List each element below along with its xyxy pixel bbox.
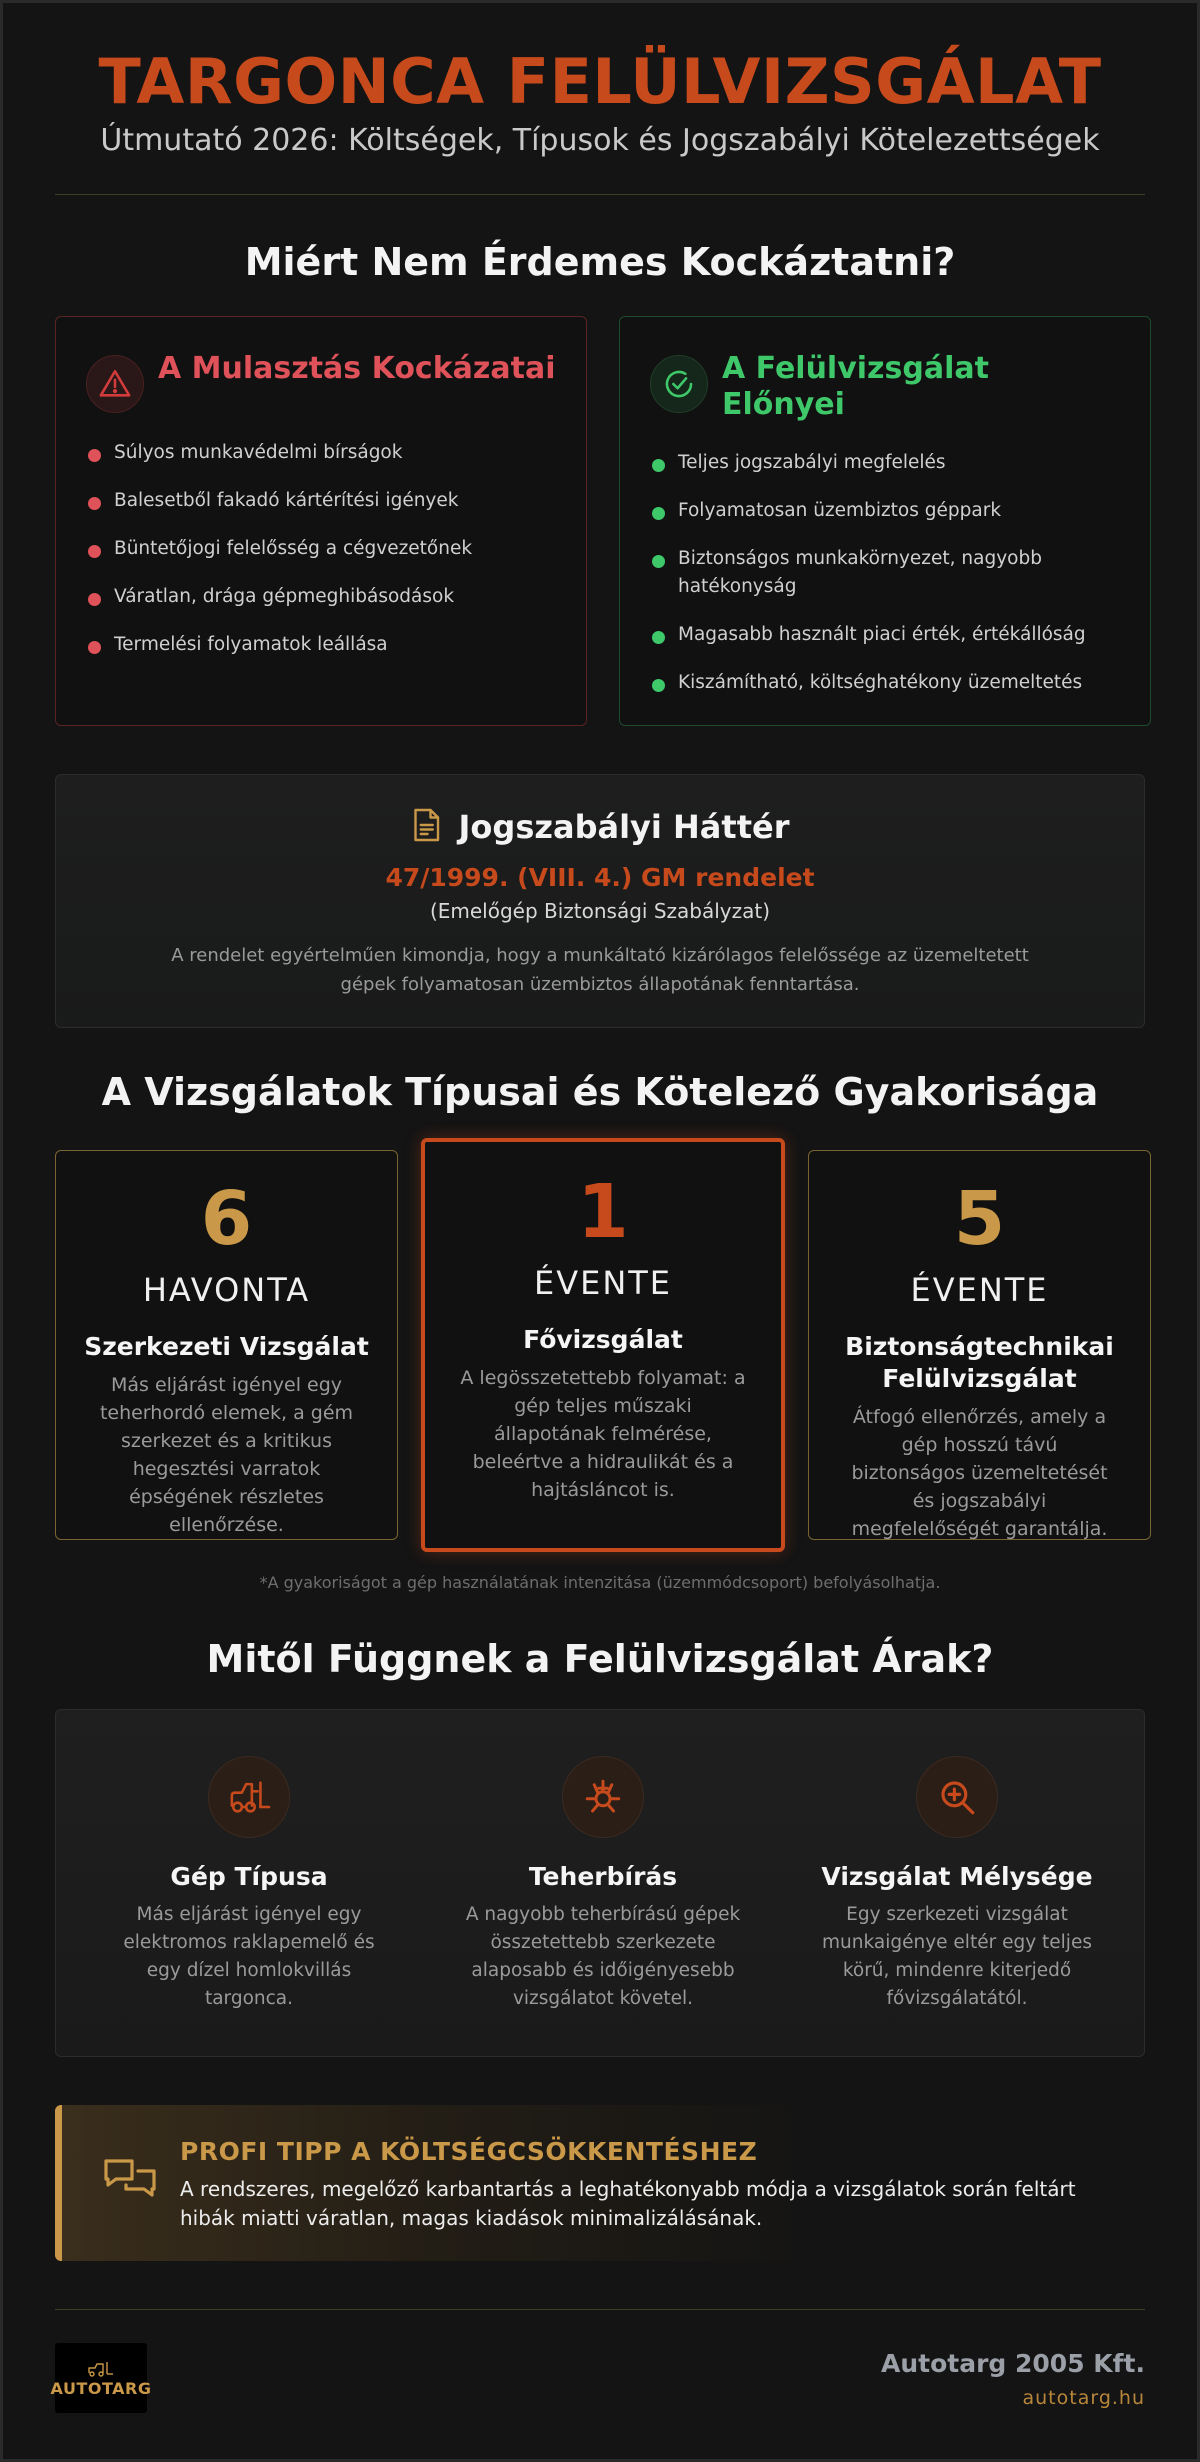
company-website-link[interactable]: autotarg.hu [1022, 2387, 1145, 2409]
forklift-icon [208, 1756, 290, 1838]
risks-list [86, 439, 556, 659]
benefits-title: A Felülvizsgálat Előnyei [722, 351, 989, 422]
factor-description: Más eljárást igényel egy elektromos raklapemelő és egy dízel homlokvillás targonca. [123, 1904, 375, 2009]
legal-background-card [55, 774, 1145, 1028]
main-inspection-card [421, 1138, 785, 1552]
regulation-subtitle: (Emelőgép Biztonsági Szabályzat) [429, 899, 771, 923]
inspection-description: Átfogó ellenőrzés, amely a gép hosszú távú biztonságos üzemeltetését és jogszabályi megfelelőségét garantálja. [851, 1406, 1108, 1540]
list-item: Biztonságos munkakörnyezet, nagyobb hatékonyság [650, 545, 1120, 601]
magnifier-plus-icon [916, 1756, 998, 1838]
check-circle-icon [650, 355, 708, 413]
logo-text: AUTOTARG [50, 2378, 152, 2398]
safety-inspection-card [808, 1150, 1151, 1540]
frequency-unit: ÉVENTE [533, 1264, 673, 1302]
frequency-footnote: *A gyakoriságot a gép használatának intenzitása (üzemmódcsoport) befolyásolhatja. [259, 1573, 941, 1592]
risks-card [55, 316, 587, 726]
list-item: Termelési folyamatok leállása [86, 631, 556, 659]
list-item: Magasabb használt piaci érték, értékállóság [650, 621, 1120, 649]
list-item: Büntetőjogi felelősség a cégvezetőnek [86, 535, 556, 563]
header-divider [55, 194, 1145, 195]
list-item: Folyamatosan üzembiztos géppark [650, 497, 1120, 525]
pro-tip-banner [55, 2105, 1145, 2261]
inspection-name: Fővizsgálat [523, 1325, 683, 1354]
regulation-name: 47/1999. (VIII. 4.) GM rendelet [385, 863, 815, 892]
prices-section-title: Mitől Függnek a Felülvizsgálat Árak? [206, 1637, 994, 1681]
legal-description: A rendelet egyértelműen kimondja, hogy a munkáltató kizárólagos felelőssége az üzemeltetett gépek folyamatosan üzembiztos állapotának fenntartása. [171, 945, 1029, 995]
structural-inspection-card [55, 1150, 398, 1540]
list-item: Váratlan, drága gépmeghibásodások [86, 583, 556, 611]
list-item: Kiszámítható, költséghatékony üzemeltetés [650, 669, 1120, 697]
price-factors-card [55, 1709, 1145, 2057]
inspection-description: A legösszetettebb folyamat: a gép teljes műszaki állapotának felmérése, beleértve a hidraulikát és a hajtásláncot is. [460, 1367, 746, 1501]
benefits-card [619, 316, 1151, 726]
list-item: Teljes jogszabályi megfelelés [650, 449, 1120, 477]
factor-title: Vizsgálat Mélysége [821, 1862, 1093, 1891]
document-icon [411, 807, 441, 847]
factor-capacity [438, 1756, 768, 2013]
risks-title: A Mulasztás Kockázatai [158, 351, 556, 386]
page-subtitle: Útmutató 2026: Költségek, Típusok és Jogszabályi Kötelezettségek [100, 123, 1100, 158]
list-item: Balesetből fakadó kártérítési igények [86, 487, 556, 515]
factor-depth [792, 1756, 1122, 2013]
legal-title: Jogszabályi Háttér [458, 808, 790, 846]
inspection-name: Szerkezeti Vizsgálat [84, 1332, 369, 1361]
factor-title: Gép Típusa [170, 1862, 328, 1891]
frequency-unit: ÉVENTE [910, 1271, 1049, 1309]
benefits-list [650, 449, 1120, 697]
footer-divider [55, 2309, 1145, 2310]
inspection-name: Biztonságtechnikai Felülvizsgálat [845, 1332, 1114, 1393]
page-title: TARGONCA FELÜLVIZSGÁLAT [98, 45, 1102, 118]
frequency-number: 1 [577, 1169, 629, 1255]
frequency-number: 5 [953, 1176, 1006, 1262]
factor-description: A nagyobb teherbírású gépek összetettebb szerkezete alaposabb és időigényesebb vizsgálatot követel. [465, 1904, 741, 2009]
frequency-unit: HAVONTA [142, 1271, 311, 1309]
weight-load-icon [562, 1756, 644, 1838]
tip-text: A rendszeres, megelőző karbantartás a leghatékonyabb módja a vizsgálatok során feltárt hibák miatti váratlan, magas kiadások minimalizálásának. [180, 2177, 1076, 2230]
company-name: Autotarg 2005 Kft. [880, 2349, 1145, 2378]
factor-description: Egy szerkezeti vizsgálat munkaigénye eltér egy teljes körű, mindenre kiterjedő fővizsgálatától. [822, 1904, 1092, 2009]
why-section-title: Miért Nem Érdemes Kockáztatni? [244, 240, 956, 284]
inspection-description: Más eljárást igényel egy teherhordó elemek, a gém szerkezet és a kritikus hegesztési varratok épségének részletes ellenőrzése. [99, 1374, 354, 1536]
types-section-title: A Vizsgálatok Típusai és Kötelező Gyakorisága [101, 1070, 1099, 1114]
frequency-number: 6 [200, 1176, 253, 1262]
logo-forklift-icon [79, 2359, 123, 2377]
warning-triangle-icon [86, 355, 144, 413]
company-logo[interactable] [50, 2343, 152, 2413]
chat-bubbles-icon [102, 2157, 158, 2211]
list-item: Súlyos munkavédelmi bírságok [86, 439, 556, 467]
factor-machine-type [84, 1756, 414, 2013]
factor-title: Teherbírás [528, 1862, 678, 1891]
tip-title: PROFI TIPP A KÖLTSÉGCSÖKKENTÉSHEZ [180, 2137, 758, 2166]
